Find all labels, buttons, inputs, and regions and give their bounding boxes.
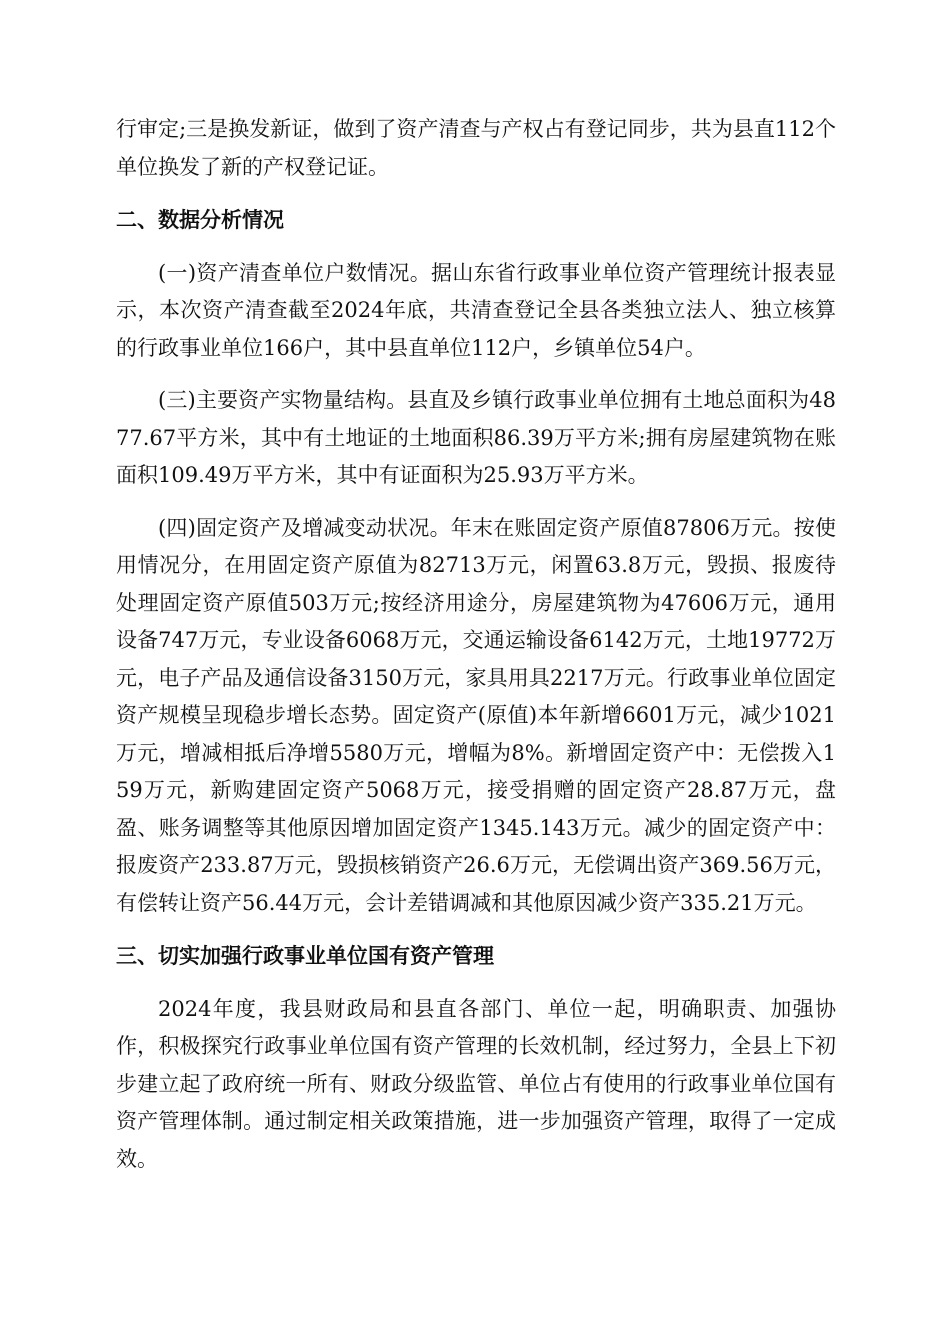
paragraph-fixed-assets: (四)固定资产及增减变动状况。年末在账固定资产原值87806万元。按使用情况分，在用固定资产原值为82713万元，闲置63.8万元，毁损、报废待处理固定资产原值503万元;按经济用途分，房屋建筑物为47606万元，通用设备747万元，专业设备6068万元，交通运输设备6142万元，土地19772万元，电子产品及通信设备3150万元，家具用具2217万元。行政事业单位固定资产规模呈现稳步增长态势。固定资产(原值)本年新增6601万元，减少1021万元，增减相抵后净增5580万元，增幅为8%。新增固定资产中：无偿拨入159万元，新购建固定资产5068万元，接受捐赠的固定资产28.87万元，盘盈、账务调整等其他原因增加固定资产1345.143万元。减少的固定资产中：报废资产233.87万元，毁损核销资产26.6万元，无偿调出资产369.56万元，有偿转让资产56.44万元，会计差错调减和其他原因减少资产335.21万元。: [116, 515, 836, 915]
section-heading-asset-management: 三、切实加强行政事业单位国有资产管理: [116, 944, 494, 968]
section-heading-data-analysis: 二、数据分析情况: [116, 208, 284, 232]
paragraph-asset-structure: (三)主要资产实物量结构。县直及乡镇行政事业单位拥有土地总面积为4877.67平方米，其中有土地证的土地面积86.39万平方米;拥有房屋建筑物在账面积109.49万平方米，其中有证面积为25.93万平方米。: [116, 388, 836, 487]
paragraph-continuation: 行审定;三是换发新证，做到了资产清查与产权占有登记同步，共为县直112个单位换发了新的产权登记证。: [116, 117, 836, 179]
document-page: [116, 111, 836, 1178]
paragraph-management: 2024年度，我县财政局和县直各部门、单位一起，明确职责、加强协作，积极探究行政事业单位国有资产管理的长效机制，经过努力，全县上下初步建立起了政府统一所有、财政分级监管、单位占有使用的行政事业单位国有资产管理体制。通过制定相关政策措施，进一步加强资产管理，取得了一定成效。: [116, 996, 836, 1171]
paragraph-unit-count: (一)资产清查单位户数情况。据山东省行政事业单位资产管理统计报表显示，本次资产清查截至2024年底，共清查登记全县各类独立法人、独立核算的行政事业单位166户，其中县直单位112户，乡镇单位54户。: [116, 260, 836, 360]
